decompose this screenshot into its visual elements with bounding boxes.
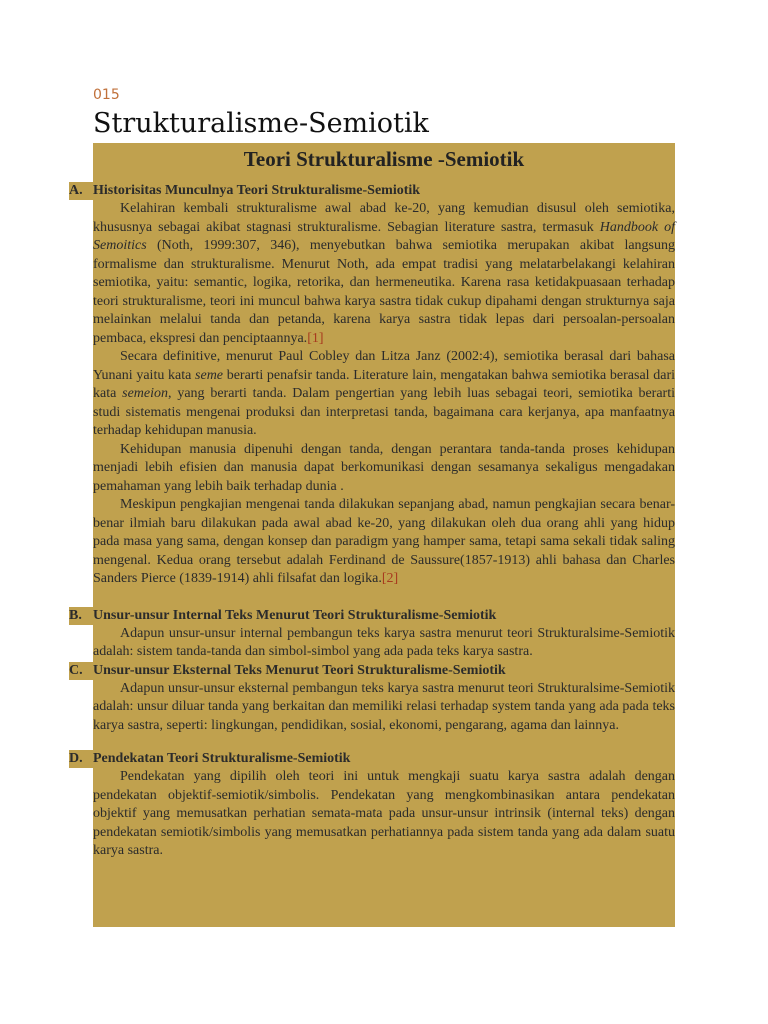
paragraph-text: Kelahiran kembali strukturalisme awal abad ke-20, yang kemudian disusul oleh semiotika, khususnya sebagai akibat stagnasi strukturalisme. Sebagian literature sastra, termasuk <box>93 201 675 235</box>
section-heading <box>69 182 675 200</box>
section-heading <box>69 662 675 680</box>
paragraph <box>93 200 675 348</box>
paragraph-text: Adapun unsur-unsur eksternal pembangun teks karya sastra menurut teori Strukturalsime-Semiotik adalah: unsur diluar tanda yang berkaitan dan memiliki relasi terhadap system tanda yang ada pada teks karya sastra, seperti: lingkungan, pendidikan, sosial, ekonomi, pengarang, agama dan lainnya. <box>93 680 675 733</box>
footnote-ref[interactable]: [1] <box>307 330 324 346</box>
box-title: Teori Strukturalisme -Semiotik <box>243 147 525 171</box>
section-heading-text: Historisitas Munculnya Teori Strukturalisme-Semiotik <box>93 183 421 198</box>
italic-term: seme <box>195 367 224 383</box>
section-historisitas <box>69 182 675 589</box>
section-heading <box>69 607 675 625</box>
section-heading-text: Pendekatan Teori Strukturalisme-Semiotik <box>93 751 351 766</box>
italic-term: semeion <box>122 386 169 401</box>
paragraph-text: Meskipun pengkajian mengenai tanda dilakukan sepanjang abad, namun pengkajian secara benar-benar ilmiah baru dilakukan pada awal abad ke-20, yang dilakukan oleh dua orang ahli yang hidup pada masa yang sama, dengan konsep dan paradigm yang hamper sama, tetapi sama sekali tidak saling mengenal. Kedua orang tersebut adalah Ferdinand de Saussure(1857-1913) ahli bahasa dan Charles Sanders Pierce (1839-1914) ahli filsafat dan logika. <box>93 497 675 586</box>
paragraph-text: Pendekatan yang dipilih oleh teori ini untuk mengkaji suatu karya sastra adalah dengan pendekatan objektif-semiotik/simbolis. Pendekatan yang mengkombinasikan antara pendekatan objektif yang memusatkan perhatian semata-mata pada unsur-unsur intrinsik (internal teks) dengan pendekatan semiotik/simbolis yang memusatkan perhatiannya pada sistem tanda yang ada dalam suatu karya sastra. <box>93 769 675 858</box>
paragraph <box>93 348 675 441</box>
section-letter: B. <box>69 607 93 625</box>
footnote-ref[interactable]: [2] <box>381 571 399 586</box>
paragraph <box>93 680 675 736</box>
paragraph-text: (Noth, 1999:307, 346), menyebutkan bahwa semiotika merupakan akibat langsung formalisme dan strukturalisme. Menurut Noth, ada empat tradisi yang melatarbelakangi kelahiran semiotika, yaitu: semantic, logika, retorika, dan hermeneutika. Karena rasa ketidakpuasaan terhadap teori strukturalisme, teori ini muncul bahwa karya sastra tidak cukup dipahami dengan strukturnya saja melainkan melalui tanda dan petanda, karena karya sastra tidak lepas dari persoalan-persoalan pembaca, ekspresi dan penciptaannya. <box>93 238 675 346</box>
section-letter: A. <box>69 182 93 200</box>
document-title: Strukturalisme-Semiotik <box>93 108 429 139</box>
section-letter: D. <box>69 750 93 768</box>
section-heading-text: Unsur-unsur Eksternal Teks Menurut Teori Strukturalisme-Semiotik <box>93 662 506 678</box>
paragraph-text: Adapun unsur-unsur internal pembangun teks karya sastra menurut teori Strukturalsime-Semiotik adalah: sistem tanda-tanda dan simbol-simbol yang ada pada teks karya sastra. <box>93 625 675 659</box>
section-heading-text: Unsur-unsur Internal Teks Menurut Teori Strukturalisme-Semiotik <box>93 607 497 623</box>
section-unsur-eksternal <box>69 662 675 736</box>
paragraph <box>93 496 675 589</box>
paragraph <box>93 441 675 497</box>
paragraph-text: Secara definitive, menurut Paul Cobley dan Litza Janz (2002:4), semiotika berasal dari bahasa Yunani yaitu kata <box>93 349 675 383</box>
section-letter: C. <box>69 662 93 680</box>
paragraph <box>93 768 675 861</box>
italic-term: Handbook of Semoitics <box>93 219 675 253</box>
paragraph-text: , yang berarti tanda. Dalam pengertian yang lebih luas sebagai teori, semiotika berarti studi sistematis mengenai produksi dan interpretasi tanda, bagaimana cara kerjanya, apa manfaatnya terhadap kehidupan manusia. <box>93 386 675 438</box>
paragraph <box>93 625 675 662</box>
paragraph-text: berarti penafsir tanda. Literature lain, mengatakan bahwa semiotika berasal dari kata <box>93 367 675 401</box>
page-number: 015 <box>93 87 120 103</box>
section-pendekatan <box>69 750 675 861</box>
paragraph-text: Kehidupan manusia dipenuhi dengan tanda, dengan perantara tanda-tanda proses kehidupan menjadi lebih efisien dan manusia dapat berkomunikasi dengan sesamanya sekaligus mengadakan pemahaman yang lebih baik terhadap dunia . <box>93 441 675 494</box>
section-unsur-internal <box>69 607 675 662</box>
section-heading <box>69 750 675 768</box>
content-box <box>69 143 675 927</box>
